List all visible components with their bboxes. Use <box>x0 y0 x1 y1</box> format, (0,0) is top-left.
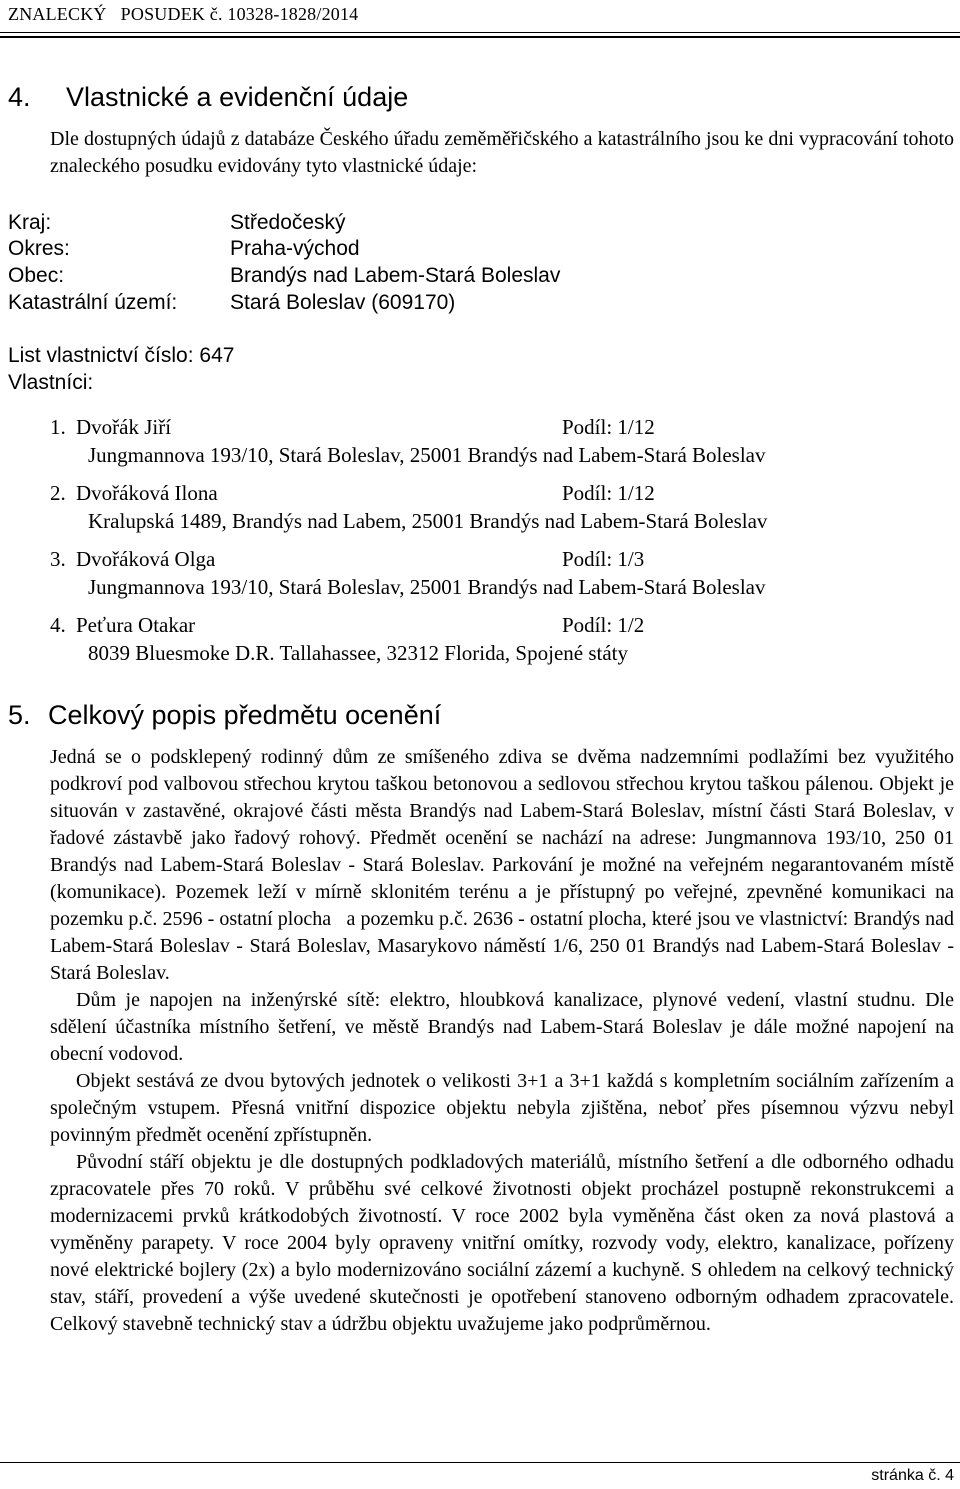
owner-item <box>50 611 644 667</box>
section-5-body <box>50 744 959 1338</box>
location-row-ku <box>8 290 455 316</box>
owner-item <box>50 479 767 535</box>
owner-name: Dvořák Jiří <box>76 415 172 439</box>
footer-rule <box>0 1462 960 1463</box>
location-row-okres <box>8 236 360 262</box>
document-header <box>8 4 358 25</box>
section-5-number: 5. <box>8 700 31 730</box>
owner-index: 1. <box>50 415 66 439</box>
owner-address: Kralupská 1489, Brandýs nad Labem, 25001 Brandýs nad Labem-Stará Boleslav <box>88 509 768 533</box>
owners-label: Vlastníci: <box>8 371 94 394</box>
location-value: Brandýs nad Labem-Stará Boleslav <box>230 264 561 287</box>
location-label: Okres: <box>8 237 70 260</box>
ownership-sheet <box>8 344 234 368</box>
description-paragraph: Objekt sestává ze dvou bytových jednotek o velikosti 3+1 a 3+1 každá s kompletním sociálním zařízením a společným vstupem. Přesná vnitřní dispozice objektu nebyla zjištěna, neboť přes písemnou výzvu nebyl povinným předmět ocenění zpřístupněn. <box>50 1070 954 1146</box>
owner-index: 4. <box>50 613 66 637</box>
page-footer <box>871 1467 954 1485</box>
owner-share: Podíl: 1/12 <box>562 481 655 505</box>
owner-address: Jungmannova 193/10, Stará Boleslav, 25001 Brandýs nad Labem-Stará Boleslav <box>88 443 766 467</box>
description-paragraph: Původní stáří objektu je dle dostupných podkladových materiálů, místního šetření a dle odborného odhadu zpracovatele přes 70 roků. V průběhu své celkové životnosti objekt procházel postupně rekonstrukcemi a modernizacemi prvků krátkodobých životností. V roce 2002 byla vyměněna část oken za nová plastová a vyměněny parapety. V roce 2004 byly opraveny vnitřní omítky, rozvody vody, elektro, kanalizace, pořízeny nové elektrické bojlery (2x) a bylo modernizováno sociální zázemí a kuchyně. S ohledem na celkový technický stav, stáří, provedení a výše uvedené skutečnosti je opotřebení stanoveno odborným odhadem zpracovatele. Celkový stavebně technický stav a údržbu objektu uvažujeme jako podprůměrnou. <box>50 1151 954 1335</box>
header-rule-thick <box>0 36 960 38</box>
header-rule <box>0 32 960 33</box>
location-row-obec <box>8 263 560 289</box>
owner-share: Podíl: 1/3 <box>562 547 645 571</box>
section-5-heading <box>8 700 441 731</box>
section-4-heading <box>8 82 408 113</box>
owner-address: Jungmannova 193/10, Stará Boleslav, 25001 Brandýs nad Labem-Stará Boleslav <box>88 575 766 599</box>
page-number: 4 <box>945 1467 954 1484</box>
description-paragraph: Dům je napojen na inženýrské sítě: elektro, hloubková kanalizace, plynové vedení, vlastní studnu. Dle sdělení účastníka místního šetření, ve městě Brandýs nad Labem-Stará Boleslav je dále možné napojení na obecní vodovod. <box>50 989 954 1065</box>
location-row-kraj <box>8 210 346 236</box>
location-label: Obec: <box>8 264 65 287</box>
ownership-sheet-label: List vlastnictví číslo: <box>8 344 194 367</box>
ownership-sheet-number: 647 <box>199 344 235 367</box>
owner-address: 8039 Bluesmoke D.R. Tallahassee, 32312 Florida, Spojené státy <box>88 641 628 665</box>
owner-name: Dvořáková Ilona <box>76 481 218 505</box>
section-4-number: 4. <box>8 82 31 112</box>
section-4-title: Vlastnické a evidenční údaje <box>66 82 409 112</box>
section-5-title: Celkový popis předmětu ocenění <box>48 700 442 730</box>
section-4-intro: Dle dostupných údajů z databáze Českého úřadu zeměměřičského a katastrálního jsou ke dni vypracování tohoto znaleckého posudku evidovány tyto vlastnické údaje: <box>50 128 954 177</box>
page-label: stránka č. <box>871 1467 941 1484</box>
owner-share: Podíl: 1/2 <box>562 613 645 637</box>
owner-index: 2. <box>50 481 66 505</box>
header-title: ZNALECKÝ POSUDEK č. 10328-1828/2014 <box>8 4 359 24</box>
owner-index: 3. <box>50 547 66 571</box>
owner-name: Peťura Otakar <box>76 613 196 637</box>
owner-item <box>50 545 766 601</box>
owner-share: Podíl: 1/12 <box>562 415 655 439</box>
location-value: Středočeský <box>230 211 346 234</box>
location-value: Praha-východ <box>230 237 360 260</box>
owner-name: Dvořáková Olga <box>76 547 216 571</box>
description-paragraph: Jedná se o podsklepený rodinný dům ze smíšeného zdiva se dvěma nadzemními podlažími bez využitého podkroví pod valbovou střechou krytou taškou betonovou a sedlovou střechou krytou taškou pálenou. Objekt je situován v zastavěné, okrajové části města Brandýs nad Labem-Stará Boleslav, místní části Stará Boleslav, v řadové zástavbě jako řadový rohový. Předmět ocenění se nachází na adrese: Jungmannova 193/10, 250 01 Brandýs nad Labem-Stará Boleslav - Stará Boleslav. Parkování je možné na veřejném negarantovaném místě (komunikace). Pozemek leží v mírně sklonitém terénu a je přístupný po veřejné, zpevněné komunikaci na pozemku p.č. 2596 - ostatní plocha a pozemku p.č. 2636 - ostatní plocha, které jsou ve vlastnictví: Brandýs nad Labem-Stará Boleslav - Stará Boleslav, Masarykovo náměstí 1/6, 250 01 Brandýs nad Labem-Stará Boleslav - Stará Boleslav. <box>50 746 959 984</box>
location-label: Kraj: <box>8 211 52 234</box>
owner-item <box>50 413 766 469</box>
location-label: Katastrální území: <box>8 291 178 314</box>
location-value: Stará Boleslav (609170) <box>230 291 456 314</box>
